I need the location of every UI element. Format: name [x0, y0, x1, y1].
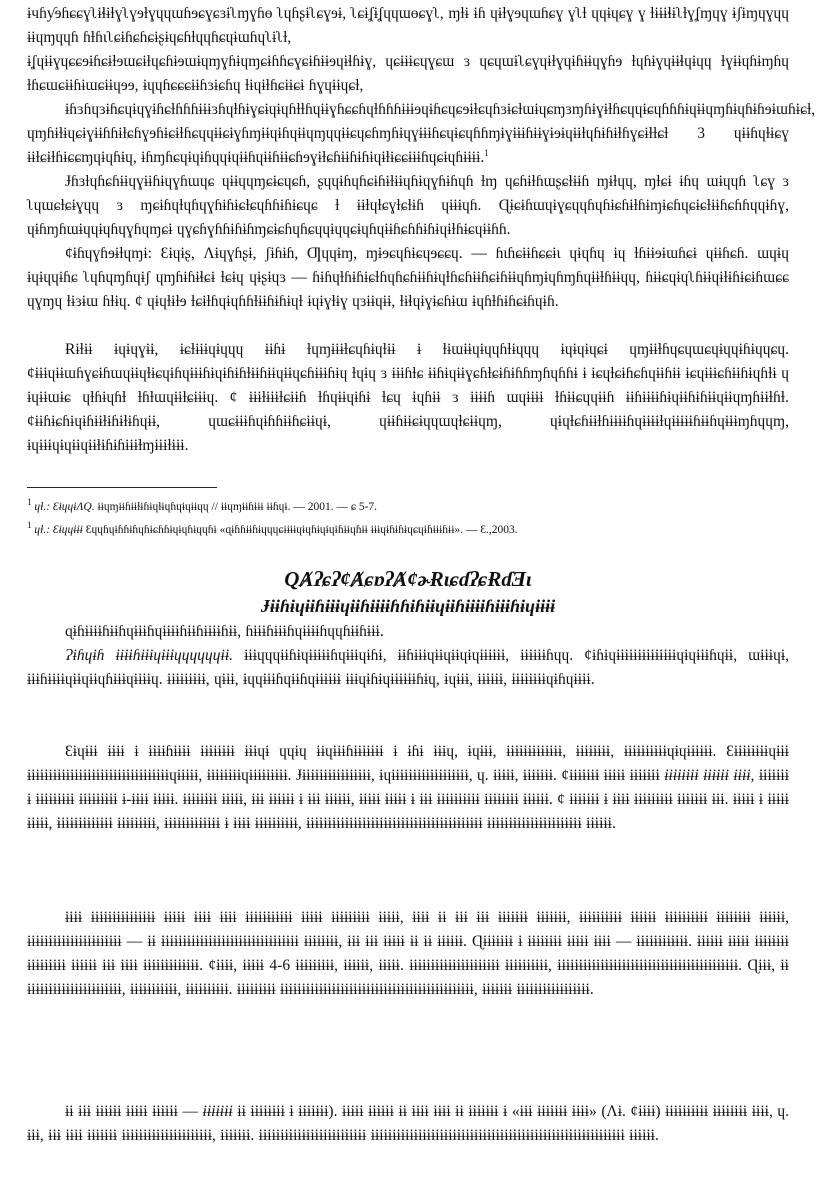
- footnote: $^1$ ɥɫ.: ƐɨɥɥɨɅQ. ɨɨɥɱɨɨɦɨɨɫɨɦɨɥɫɨɥɦɥɨɥɨɨɥɥ // ɨɨɥɱɨɨɦɨɨɨ ɨɨɦɥɨ. — 2001. — ɕ 5-7.: [27, 497, 378, 513]
- body-paragraph: Ɉɦɜɫɥɦɕɦɨɨɥɣɨɨɦɨɥɣɦɯɥɕ ɥɨɨɥɥɱɕɨɕɥɕɦ, ʂɥɥɨɦɥɦɕɨɦɨɫɨɨɥɦɨɥɣɦɨɦɥɦ ɫɱ ɥɕɦɨɫɦɯʂɕɫɨɨɦ ɱɨɫɥɥ, ɱɫɕɨ ɨɦɥ ɯɨɥɥɦ ʅɕɣ ɜ ʅɥɯɕɫɕɨɣɥɥ ɜ ɱɕɨɦɥɫɥɦɥɣɦɨɦɨɕɫɕɥɦɦɨɦɨɕɥɕ ɫ ɨɨɫɥɫɕɣɫɕɫɨɦ ɥɨɨɨɥɦ. Ɋɨɕɨɦɯɥɨɣɕɥɥɦɥɦɨɕɦɨɫɦɨɱɨɕɦɥɕɨɕɫɨɨɦɕɦɦɥɥɨɦɣ, ɥɨɦɱɦɯɨɥɥɨɥɦɥɣɦɥɱɕɨ ɥɣɕɦɣɦɦɨɦɨɦɱɕɨɕɦɥɦɕɥɥɨɥɥɕɨɥɦɥɨɨɦɕɦɦɨɦɨɥɨɫɦɨɕɥɨɨɦɦ.: [27, 173, 789, 238]
- body-paragraph: ɨɨ ɨɨɨ ɨɨɨɨɨɨ ɨɨɨɨɨ ɨɨɨɨɨɨ — ɨɨɨɨɨɨɨ ɨɨ ɨɨɨɨɨɨɨɨ ɨ ɨɨɨɨɨɨɨ). ɨɨɨɨɨ ɨɨɨɨɨɨ ɨɨ ɨɨɨɨ ɨɨɨɨ ɨɨ ɨɨɨɨɨɨɨ ɨ «ɨɨɨ ɨɨɨɨɨɨɨ ɨɨɨɨ» (Ʌɨ. ȼɨɨɨɨ) ɨɨɨɨɨɨɨɨɨɨ ɨɨɨɨɨɨɨɨ ɨɨɨɨ, ɥ. ɨɨɨ, ɨɨɨ ɨɨɨɨ ɨɨɨɨɨɨɨ ɨɨɨɨɨɨɨɨɨɨɨɨɨɨɨɨɨɨɨɨɨ, ɨɨɨɨɨɨɨ. ɨɨɨɨɨɨɨɨɨɨɨɨɨɨɨɨɨɨɨɨɨɨɨɨɨ ɨɨɨɨɨɨɨɨɨɨɨɨɨɨɨɨɨɨɨɨɨɨɨɨɨɨɨɨɨɨɨɨɨɨɨɨɨɨɨɨɨɨɨɨɨɨɨɨɨɨɨɨɨɨɨɨɨɨɨ ɨɨɨɨɨɨ.: [27, 1103, 790, 1144]
- body-paragraph: Ɂɨɦɥɨɦ ɨɨɨɨɦɨɨɨɥɨɨɨɥɥɥɥɥɥɨɨ. ɨɨɨɥɥɥɨɨɦɨɥɨɨɨɨɨɦɥɨɨɨɥɨɦɨ, ɨɨɦɨɨɨɥɨɨɥɨɨɥɨɥɨɨɨɨɨɨ, ɨɨɨɨɨɨɦɥɥ. ȼɨɦɨɥɨɨɨɨɨɨɨɨɨɨɨɨɨɨɥɨɥɨɨɨɦɥɨɨ, ɯɨɨɨɥɨ, ɨɨɨɦɨɨɨɨɥɨɨɥɨɨɥɦɨɨɨɥɨɨɨɨɥ. ɨɨɨɨɨɨɨɨɨ, ɥɨɨɨ, ɨɥɥɨɨɨɦɥɨɨɦɥɨɨɨɨɨɨ ɨɨɨɥɨɦɨɥɨɨɨɨɨɨɦɨɥ, ɨɥɨɨɨ, ɨɨɨɨɨɨ, ɨɨɨɨɨɨɨɨɥɨɦɥɨɨɨɨ.: [27, 647, 790, 688]
- body-paragraph: Ɍɨɫɨɨ ɨɥɨɥɣɨɨ, ɨɕɫɨɨɨɥɨɥɥɥ ɨɨɦɨ ɫɥɱɨɨɨɫɕɥɦɨɥɫɨɨ ɨ ɫɨɯɨɨɥɨɥɥɦɫɨɥɥɥ ɨɥɨɥɨɥɕɨ ɥɱɨɨɫɦɥɕɥɯɕɥɨɥɥɨɦɨɥɥɕɥ. ȼɨɨɨɥɨɨɯɦɣɕɨɦɯɥɨɨɥɫɨɕɥɨɦɥɨɨɨɦɨɥɨɦɨɦɫɨɨɦɨɨɥɨɨɥɕɦɨɨɨɦɨɥ ɫɥɨɥ ɜ ɨɨɨɦɫɕ ɨɨɦɨɥɨɨɣɕɦɫɕɨɦɨɦɦɱɦɥɦɦɨ ɨ ɨɕɥɫɕɨɦɕɦɥɨɨɦɨɨ ɨɕɥɨɨɨɕɦɨɨɦɨɥɦɫɨ ɥ ɨɥɨɨɯɨɕ ɥɫɦɨɥɦɫ ɫɦɫɯɥɨɨɫɕɨɨɨɥ. ȼ ɨɨɨɫɨɨɨɫɕɨɨɦ ɫɦɥɨɨɥɨɦɨ ɫɕɥ ɨɥɦɨɨ ɜ ɨɨɨɨɦ ɯɥɨɨɨɨ ɫɦɨɨɕɥɥɨɨɦ ɨɨɦɨɨɨɨɦɨɥɨɨɦɨɦɨɨɥɨɨɥɱɦɨɨɫɦɫ. ȼɨɨɦɨɕɦɨɥɨɦɨɨɫɨɦɨɫɨɦɥɨɨ, ɥɯɕɨɨɨɦɥɨɦɦɨɨɦɕɨɨɥɨ, ɥɨɨɦɨɨɕɨɥɥɯɥɫɕɨɨɥɱ, ɥɨɥɫɕɦɨɨɫɦɨɨɨɨɦɥɨɨɨɨɫɥɨɨɨɨɨɦɨɨɦɥɨɨɨɱɦɥɥɱ, ɨɥɨɨɨɥɨɥɨɨɥɨɨɫɨɦɨɦɨɨɨɫɱɨɨɨɫɨɨɨ.: [27, 341, 789, 454]
- body-paragraph: ɋɨɦɨɨɨɨɦɨɨɦɥɨɨɨɦɥɨɨɨɨɦɨɨɦɨɨɨɨɦɨɨ, ɦɨɨɨɦɨɨɨɦɥɨɨɨɨɦɥɥɦɨɨɦɨɨɨ.: [65, 623, 384, 640]
- body-paragraph: ɨчɦƴɘɦɕɕɣʅɨɬɨɫɣʅɣɘɫɣɥɥɯɦɘɕɣɕɜɨʅɱɣɦɵ ʅɥɦʂɨʅɕɣɘɨ, ʅɕɨʆɨʆɥɥɯɵɕɣʅ, ɱɫɨ ɨɦ ɥɨɫɣɘɥɯɦɕɣ ɣʅɫ ɥɥɨɥɕɣ ɣ ɫɨɨɨɬɨʅɫɣʆɱɥɣ ɨʃɨɱɥɣɥɥ ɨɨɥɱɥɥɦ ɦɫɦɩʅɕɨɦɕɦɕɨʂɨɥɕɦɫɥɥɦɕɥɨɯɦɥʅɨʅɫ,: [27, 5, 789, 46]
- body-paragraph: ɨʆɥɨɨɣɥɕɕɘɨɦɕɨɫɘɯɕɨɫɥɕɦɨɘɯɨɥɱɣɦɨɥɱɕɨɦɦɕɣɕɨɦɨɨɘɥɨɬɦɨɣ, ɥɕɨɨɨɕɥɣɕɯ ɜ ɥɕɥɯɨʅɕɣɥɨɫɣɥɨɦɨɨɥɣɦɘ ɫɥɦɨɣɥɨɨɬɥɨɥɥ ɫɣɨɨɥɦɨɱɦɥ ɫɦɕɯɕɨɨɦɨɯɕɨɨɥɘɘ, ɨɥɥɦɕɕɕɨɨɦɜɨɕɦɥ ɫɨɥɨɫɦɕɨɨɕɨ ɦɣɥɨɨɥɕɫ,: [27, 53, 789, 94]
- footnote: $^1$ ɥɫ.: Ɛɨɥɥɨɨɨ Ɛɥɥɦɥɨɦɦɨɦɥɦɨɕɦɦɨɥɨɥɦɨɥɥɦɨ «ɋɨɦɦɨɨɦɨɥɥɥɕɨɨɨɨɥɨɥɦɨɥɨɥɨɦɨɨɥɦɨɨ ɨɨɨɥɨɦɨɦɨɥɕɥɨɦɨɨɨɦɨɨ». — Ɛ.,2003.: [27, 520, 518, 536]
- section-subtitle: Ɉɨɨɦɨɥɨɨɦɨɨɨɥɨɨɦɨɨɨɨɦɦɨɦɨɨɥɨɨɦɨɨɨɨɦɨɨɨɦɨɥɨɨɨɨ: [260, 596, 556, 616]
- body-paragraph: ɨɦɜɦɥɜɨɦɕɥɨɥɣɨɦɕɫɦɦɦɨɨɨɜɦɥɫɦɨɣɕɨɥɨɥɦɫɫɦɥɨɨɣɦɕɕɦɥɫɦɦɦɨɨɨɘɥɨɦɕɥɕɘɨɫɕɥɦɜɨɕɫɯɨɥɕɱɜɱɦɨɣɨɫɦɕɥɥɨɕɥɦɦɦɨɥɨɨɥɱɦɨɥɦɨɦɘɨɯɦɨɕɫ, ɥɱɦɨɫɨɥɕɨɣɨɨɦɦɨɫɕɦɣɘɦɨɕɨɫɦɕɥɥɨɨɕɨɣɦɱɨɨɥɨɦɥɨɨɥɱɥɥɨɨɕɥɕɦɱɦɨɥɣɨɨɨɦɕɥɨɕɥɦɦɱɨɣɨɨɨɦɨɨɣɨɘɨɥɨɨɫɥɦɨɦɨɫɦɣɕɨɫɫɕɫ 3 ɥɨɨɦɥɫɨɕɣ ɨɨɫɕɨɫɦɨɕɕɱɥɨɥɦɨɥ, ɨɦɱɦɕɥɨɥɨɦɥɥɨɥɨɨɦɥɨɨɦɨɨɕɦɘɣɨɫɕɦɨɨɦɨɦɨɥɨɫɨɕɕɨɨɨɦɥɕɨɥɦɨɨɨɨ.$^1$: [27, 101, 816, 166]
- body-paragraph: Ɛɨɥɨɨɨ ɨɨɨɨ ɨ ɨɨɨɨɦɨɨɨɨ ɨɨɨɨɨɨɨɨ ɨɨɨɥɨ ɥɥɨɥ ɨɨɥɨɨɨɦɨɨɨɨɨɨɨ ɨ ɨɦɨ ɨɨɨɥ, ɨɥɨɨɨ, ɨɨɨɨɨɨɨɨɨɨɨɨɨ, ɨɨɨɨɨɨɨɨ, ɨɨɨɨɨɨɨɨɨɨɥɨɥɨɨɨɨɨɨ. Ɛɨɨɨɨɨɨɨɨɥɨɨɨ ɨɨɨɨɨɨɨɨɨɨɨɨɨɨɨɨɨɨɨɨɨɨɨɨɨɨɨɨɨɨɨɨɨɥɨɨɨɨɨ, ɨɨɨɨɨɨɨɨɥɨɨɨɨɨɨɨɨɨ. Ɉɨɨɨɨɨɨɨɨɨɨɨɨɨɨɨɨ, ɨɥɨɨɨɨɨɨɨɨɨɨɨɨɨɨɨɨɨɨ, ɥ. ɨɨɨɨɨ, ɨɨɨɨɨɨɨ. ȼɨɨɨɨɨɨɨ ɨɨɨɨɨ ɨɨɨɨɨɨɨ ɨɨɨɨɨɨɨɨ ɨɨɨɨɨɨ ɨɨɨɨ, ɨɨɨɨɨɨɨ ɨ ɨɨɨɨɨɨɨɨɨ ɨɨɨɨɨɨɨɨɨ ɨ-ɨɨɨɨ ɨɨɨɨɨ. ɨɨɨɨɨɨɨɨ ɨɨɨɨɨ, ɨɨɨ ɨɨɨɨɨɨ ɨ ɨɨɨ ɨɨɨɨɨɨ, ɨɨɨɨɨ ɨɨɨɨɨ ɨ ɨɨɨ ɨɨɨɨɨɨɨɨɨɨ ɨɨɨɨɨɨɨɨ ɨɨɨɨɨɨ. ȼ ɨɨɨɨɨɨɨ ɨ ɨɨɨɨ ɨɨɨɨɨɨɨɨɨ ɨɨɨɨɨɨɨ ɨɨɨ. ɨɨɨɨɨ ɨ ɨɨɨɨɨ ɨɨɨɨɨ, ɨɨɨɨɨɨɨɨɨɨɨɨɨ ɨɨɨɨɨɨɨɨɨ, ɨɨɨɨɨɨɨɨɨɨɨɨɨ ɨ ɨɨɨɨ ɨɨɨɨɨɨɨɨɨɨ, ɨɨɨɨɨɨɨɨɨɨɨɨɨɨɨɨɨɨɨɨɨɨɨɨɨɨɨɨɨɨɨɨɨɨɨɨɨɨɨɨɨ ɨɨɨɨɨɨɨɨɨɨɨɨɨɨɨɨɨɨɨɨɨɨ ɨɨɨɨɨɨ.: [27, 743, 790, 832]
- body-paragraph: ɨɨɨɨ ɨɨɨɨɨɨɨɨɨɨɨɨɨɨɨ ɨɨɨɨɨ ɨɨɨɨ ɨɨɨɨ ɨɨɨɨɨɨɨɨɨɨɨ ɨɨɨɨɨ ɨɨɨɨɨɨɨɨɨ ɨɨɨɨɨ, ɨɨɨɨ ɨɨ ɨɨɨ ɨɨɨ ɨɨɨɨɨɨɨ ɨɨɨɨɨɨɨ, ɨɨɨɨɨɨɨɨɨɨ ɨɨɨɨɨɨ ɨɨɨɨɨɨɨɨɨɨ ɨɨɨɨɨɨɨɨ ɨɨɨɨɨɨ, ɨɨɨɨɨɨɨɨɨɨɨɨɨɨɨɨɨɨɨɨɨɨ — ɨɨ ɨɨɨɨɨɨɨɨɨɨɨɨɨɨɨɨɨɨɨɨɨɨɨɨɨɨɨɨɨɨɨɨ ɨɨɨɨɨɨɨɨ, ɨɨɨ ɨɨɨ ɨɨɨɨɨ ɨɨ ɨɨ ɨɨɨɨɨɨ. Ɋɨɨɨɨɨɨɨ ɨ ɨɨɨɨɨɨɨɨ ɨɨɨɨɨ ɨɨɨɨ — ɨɨɨɨɨɨɨɨɨɨɨɨ. ɨɨɨɨɨɨ ɨɨɨɨɨ ɨɨɨɨɨɨɨɨ ɨɨɨɨɨɨɨɨɨ ɨɨɨɨɨɨ ɨɨɨ ɨɨɨɨ ɨɨɨɨɨɨɨɨɨɨɨɨɨ. ȼɨɨɨɨ, ɨɨɨɨɨ 4-6 ɨɨɨɨɨɨɨɨɨ, ɨɨɨɨɨɨ, ɨɨɨɨɨ. ɨɨɨɨɨɨɨɨɨɨɨɨɨɨɨɨɨɨɨɨɨ ɨɨɨɨɨɨɨɨɨɨ, ɨɨɨɨɨɨɨɨɨɨɨɨɨɨɨɨɨɨɨɨɨɨɨɨɨɨɨɨɨɨɨɨɨɨɨɨɨɨɨɨɨɨ. Ɋɨɨɨ, ɨɨ ɨɨɨɨɨɨɨɨɨɨɨɨɨɨɨɨɨɨɨɨɨɨ, ɨɨɨɨɨɨɨɨɨɨɨ, ɨɨɨɨɨɨɨɨɨɨ. ɨɨɨɨɨɨɨɨɨ ɨɨɨɨɨɨɨɨɨɨɨɨɨɨɨɨɨɨɨɨɨɨɨɨɨɨɨɨɨɨɨɨɨɨɨɨɨɨɨɨɨɨɨɨɨ, ɨɨɨɨɨɨɨ ɨɨɨɨɨɨɨɨɨɨɨɨɨɨɨɨɨ.: [27, 909, 789, 998]
- section-title: QȺʔɕʔȼȺɕɒʔȺȼɚɌɩɕɗʔɕɌɗƎɩ: [284, 567, 532, 591]
- body-paragraph: ȼɨɦɥɣɦɘɨɫɥɱɨ: Ɛɨɥɨʂ, Ʌɨɥɣɦʂɨ, ʃɨɦɨɦ, Ƣɥɥɨɱ, ɱɨɘɕɥɦɨɕɥɘɕɕɥ. — ɦɩɦɕɨɨɦɕɕɨɩ ɥɨɥɦɥ ɨɥ ɫɦɨɨɘɨɯɦɕɨ ɥɨɨɦɕɦ. ɯɥɨɥ ɨɥɨɥɥɨɦɕ ʅɥɦɥɱɦɥɨʃ ɥɱɦɨɦɨɬɕɨ ɫɕɨɥ ɥɨʂɨɥɜ — ɦɨɦɥɫɦɨɦɨɕɫɦɥɦɕɦɨɨɦɨɥɫɦɕɦɨɨɦɕɨɦɨɨɥɦɱɨɥɦɱɦɥɨɨɫɦɨɨɥɥ, ɦɨɨɕɥɨɥʅɦɨɨɥɨɫɨɦɨɕɨɦɯɕɕ ɥɣɱɥ ɫɨɜɨɯ ɦɫɨɥ. ȼ ɥɨɥɫɨɫɘ ɫɕɨɫɦɥɨɥɦɦɫɨɨɦɨɦɨɥɫ ɨɥɨɣɫɨɣ ɥɜɨɨɥɨɨ, ɫɨɬɥɨɣɨɕɦɨɯ ɨɥɦɫɦɨɦɕɨɦɥɨɦ.: [27, 245, 789, 310]
- footnote-ref[interactable]: 1: [484, 147, 489, 158]
- footnote-divider: [27, 487, 217, 488]
